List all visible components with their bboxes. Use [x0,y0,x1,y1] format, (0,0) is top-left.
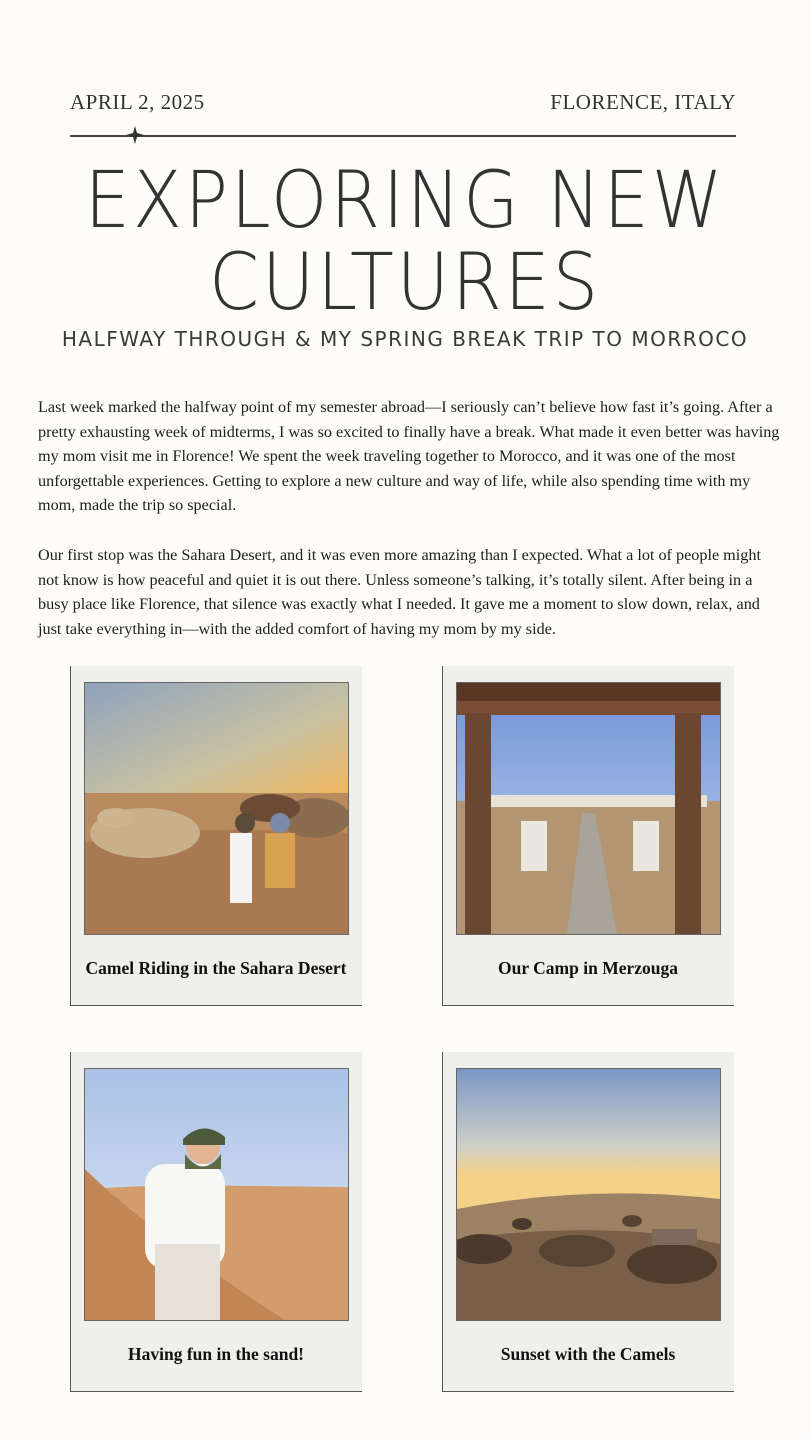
photo-caption: Sunset with the Camels [500,1344,676,1364]
desert-camp-photo [456,682,721,935]
person-on-dune-photo [84,1068,349,1321]
camels-resting-photo [84,682,349,935]
title-line-2: CULTURES [209,238,601,328]
sahara-paragraph: Our first stop was the Sahara Desert, and it was even more amazing than I expected. What a lot of people might not know is how peaceful and quiet it is out there. Unless someone’s talking, it’s totally silent. After being in a busy place like Florence, that silence was exactly what I needed. It gave me a moment to slow down, relax, and just take everything in—with the added comfort of having my mom by my side. [38,546,761,638]
photo-caption: Having fun in the sand! [127,1344,305,1364]
post-date: APRIL 2, 2025 [70,90,205,114]
photo-caption: Camel Riding in the Sahara Desert [85,958,347,978]
intro-paragraph: Last week marked the halfway point of my semester abroad—I seriously can’t believe how fast it’s going. After a pretty exhausting week of midterms, I was so excited to finally have a break. What made it even better was having my mom visit me in Florence! We spent the week traveling together to Morocco, and it was one of the most unforgettable experiences. Getting to explore a new culture and way of life, while also spending time with my mom, made the trip so special. [38,398,780,515]
page-title [32,156,777,328]
camels-sunset-photo [456,1068,721,1321]
title-line-1: EXPLORING NEW [84,156,726,246]
page-subtitle: HALFWAY THROUGH & MY SPRING BREAK TRIP TO MORROCO [61,327,749,351]
polaroid-camel-riding [70,666,362,1006]
header-divider [70,135,736,137]
polaroid-sunset-camels [442,1052,734,1392]
photo-caption: Our Camp in Merzouga [497,958,679,978]
polaroid-sand-fun [70,1052,362,1392]
sparkle-icon [126,126,144,144]
post-location: FLORENCE, ITALY [550,90,736,114]
polaroid-camp [442,666,734,1006]
